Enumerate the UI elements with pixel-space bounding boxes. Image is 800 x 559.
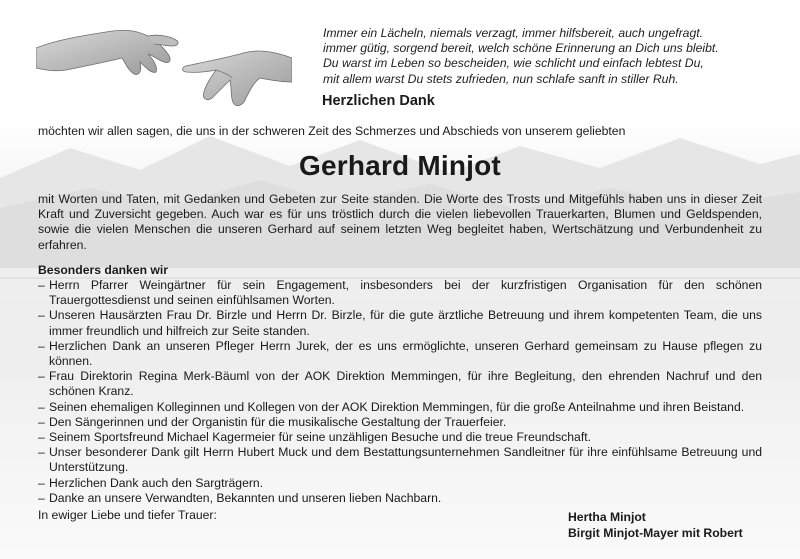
list-item: – Seinen ehemaligen Kolleginnen und Kollegen von der AOK Direktion Memmingen, für die große Anteilnahme und ihren Beistand. (38, 400, 762, 415)
body-text: mit Worten und Taten, mit Gedanken und Gebeten zur Seite standen. Die Worte des Trosts und Mitgefühls haben uns in dieser Zeit Kraft und Zuversicht gegeben. Auch war es für uns tröstlich durch die vielen liebevollen Trauerkarten, Blumen und Geldspenden, sowie die vielen Menschen die unseren Gerhard auf seinem letzten Weg begleitet haben, Wertschätzung und Verbundenheit zu erfahren. (38, 192, 762, 252)
intro-text: möchten wir allen sagen, die uns in der schweren Zeit des Schmerzes und Abschieds von unserem geliebten (38, 124, 626, 138)
poem-line: Immer ein Lächeln, niemals verzagt, immer hilfsbereit, auch ungefragt. (323, 26, 704, 40)
poem-line: Du warst im Leben so bescheiden, wie schlicht und einfach lebtest Du, (323, 56, 704, 71)
poem-line: immer gütig, sorgend bereit, welch schöne Erinnerung an Dich uns bleibt. (323, 41, 719, 56)
list-item: – Herzlichen Dank auch den Sargträgern. (38, 476, 762, 491)
signature-block (568, 509, 743, 541)
list-item: – Herrn Pfarrer Weingärtner für sein Engagement, insbesonders bei der kurzfristigen Organisation für den schönen Trauergottesdienst und seinen einfühlsamen Worten. (38, 278, 762, 308)
closing-line: In ewiger Liebe und tiefer Trauer: (38, 508, 217, 522)
list-item: – Unseren Hausärzten Frau Dr. Birzle und Herrn Dr. Birzle, für die gute ärztliche Betreuung und ihrem kompetenten Team, die uns immer freundlich und hilfreich zur Seite standen. (38, 308, 762, 338)
memorial-poem (323, 26, 773, 87)
hands-illustration (36, 18, 292, 110)
list-item: – Danke an unsere Verwandten, Bekannten und unseren lieben Nachbarn. (38, 491, 762, 506)
thanks-heading: Herzlichen Dank (322, 93, 435, 109)
list-item: – Herzlichen Dank an unseren Pfleger Herrn Jurek, der es uns ermöglichte, unseren Gerhard gemeinsam zu Hause pflegen zu können. (38, 339, 762, 369)
deceased-name: Gerhard Minjot (299, 150, 501, 181)
list-item: – Unser besonderer Dank gilt Herrn Hubert Muck und dem Bestattungsunternehmen Sandleitner für ihre einfühlsame Betreuung und Unterstützung. (38, 445, 762, 475)
signature-name: Hertha Minjot (568, 510, 646, 524)
list-item: – Seinem Sportsfreund Michael Kagermeier für seine unzähligen Besuche und die treue Freundschaft. (38, 430, 762, 445)
list-item: – Den Sängerinnen und der Organistin für die musikalische Gestaltung der Trauerfeier. (38, 415, 762, 430)
special-thanks-list (38, 278, 762, 506)
special-thanks-heading: Besonders danken wir (38, 263, 169, 277)
poem-line: mit allem warst Du stets zufrieden, nun schlafe sanft in stiller Ruh. (323, 71, 679, 86)
signature-name: Birgit Minjot-Mayer mit Robert (568, 526, 743, 540)
list-item: – Frau Direktorin Regina Merk-Bäuml von der AOK Direktion Memmingen, für ihre Begleitung, den ehrenden Nachruf und den schönen Kranz. (38, 369, 762, 399)
